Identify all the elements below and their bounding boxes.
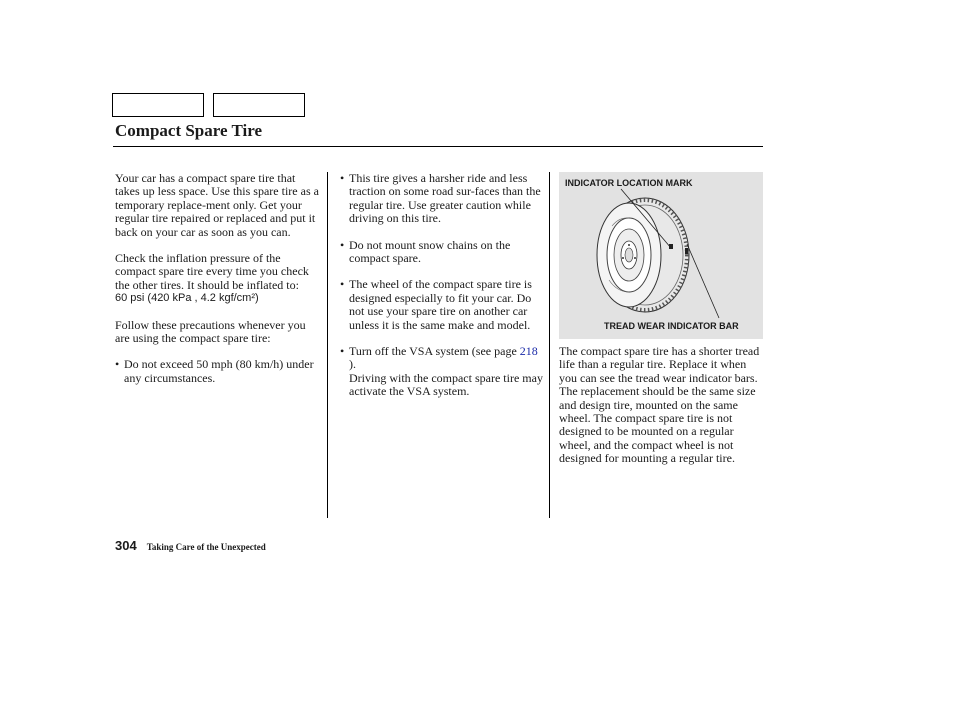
nav-tab-box[interactable] <box>213 93 305 117</box>
column-divider <box>327 172 328 518</box>
title-rule <box>113 146 763 147</box>
list-item <box>340 278 545 332</box>
list-item <box>340 172 545 226</box>
bullet-icon: • <box>340 171 345 185</box>
list-item <box>115 358 323 385</box>
list-item-text-end: ). <box>349 357 356 372</box>
column-middle <box>340 172 545 399</box>
bullet-icon: • <box>340 344 345 359</box>
precautions-paragraph: Follow these precautions whenever you are using the compact spare tire: <box>115 317 306 346</box>
page-number: 304 <box>115 538 137 553</box>
list-item <box>340 239 545 266</box>
list-item-text: The wheel of the compact spare tire is designed especially to fit your car. Do not use your spare tire on another car unless it is the same make and model. <box>349 277 532 332</box>
tread-life-paragraph: The compact spare tire has a shorter tread life than a regular tire. Replace it when you can see the tread wear indicator bars. The replacement should be the same size and design tire, mounted on the same wheel. The compact spare tire is not designed to be mounted on a regular wheel, and the compact wheel is not designed for mounting a regular tire. <box>559 344 760 466</box>
figure-label-tread-wear: TREAD WEAR INDICATOR BAR <box>604 321 739 331</box>
section-name: Taking Care of the Unexpected <box>146 542 266 552</box>
list-item <box>340 345 545 399</box>
tire-figure <box>559 172 763 339</box>
intro-paragraph: Your car has a compact spare tire that takes up less space. Use this spare tire as a temporary replace-ment only. Get your regular tire repaired or replaced and put it back on your car as soon as you can. <box>115 171 319 239</box>
spare-tire-illustration-icon <box>559 172 763 339</box>
column-right <box>559 345 763 466</box>
list-item-text: Turn off the VSA system (see page <box>349 344 517 359</box>
nav-tab-box[interactable] <box>112 93 204 117</box>
page-footer <box>115 537 266 555</box>
list-item-text: Do not exceed 50 mph (80 km/h) under any circumstances. <box>124 357 314 385</box>
page-title: Compact Spare Tire <box>115 121 263 140</box>
bullet-icon: • <box>115 357 120 372</box>
column-left <box>115 172 323 385</box>
bullet-icon: • <box>340 237 345 252</box>
inflation-paragraph: Check the inflation pressure of the compact spare tire every time you check the other tires. It should be inflated to: <box>115 251 309 292</box>
list-item-text: Do not mount snow chains on the compact spare. <box>349 237 511 266</box>
figure-label-indicator-location: INDICATOR LOCATION MARK <box>565 178 693 188</box>
bullet-icon: • <box>340 277 345 292</box>
inflation-pressure-value: 60 psi (420 kPa , 4.2 kgf/cm²) <box>115 292 259 305</box>
column-divider <box>549 172 550 518</box>
list-item-text: This tire gives a harsher ride and less traction on some road sur-faces than the regular tire. Use greater caution while driving on this tire. <box>349 171 541 226</box>
page-link[interactable]: 218 <box>519 344 538 359</box>
list-item-continuation: Driving with the compact spare tire may activate the VSA system. <box>349 370 543 399</box>
